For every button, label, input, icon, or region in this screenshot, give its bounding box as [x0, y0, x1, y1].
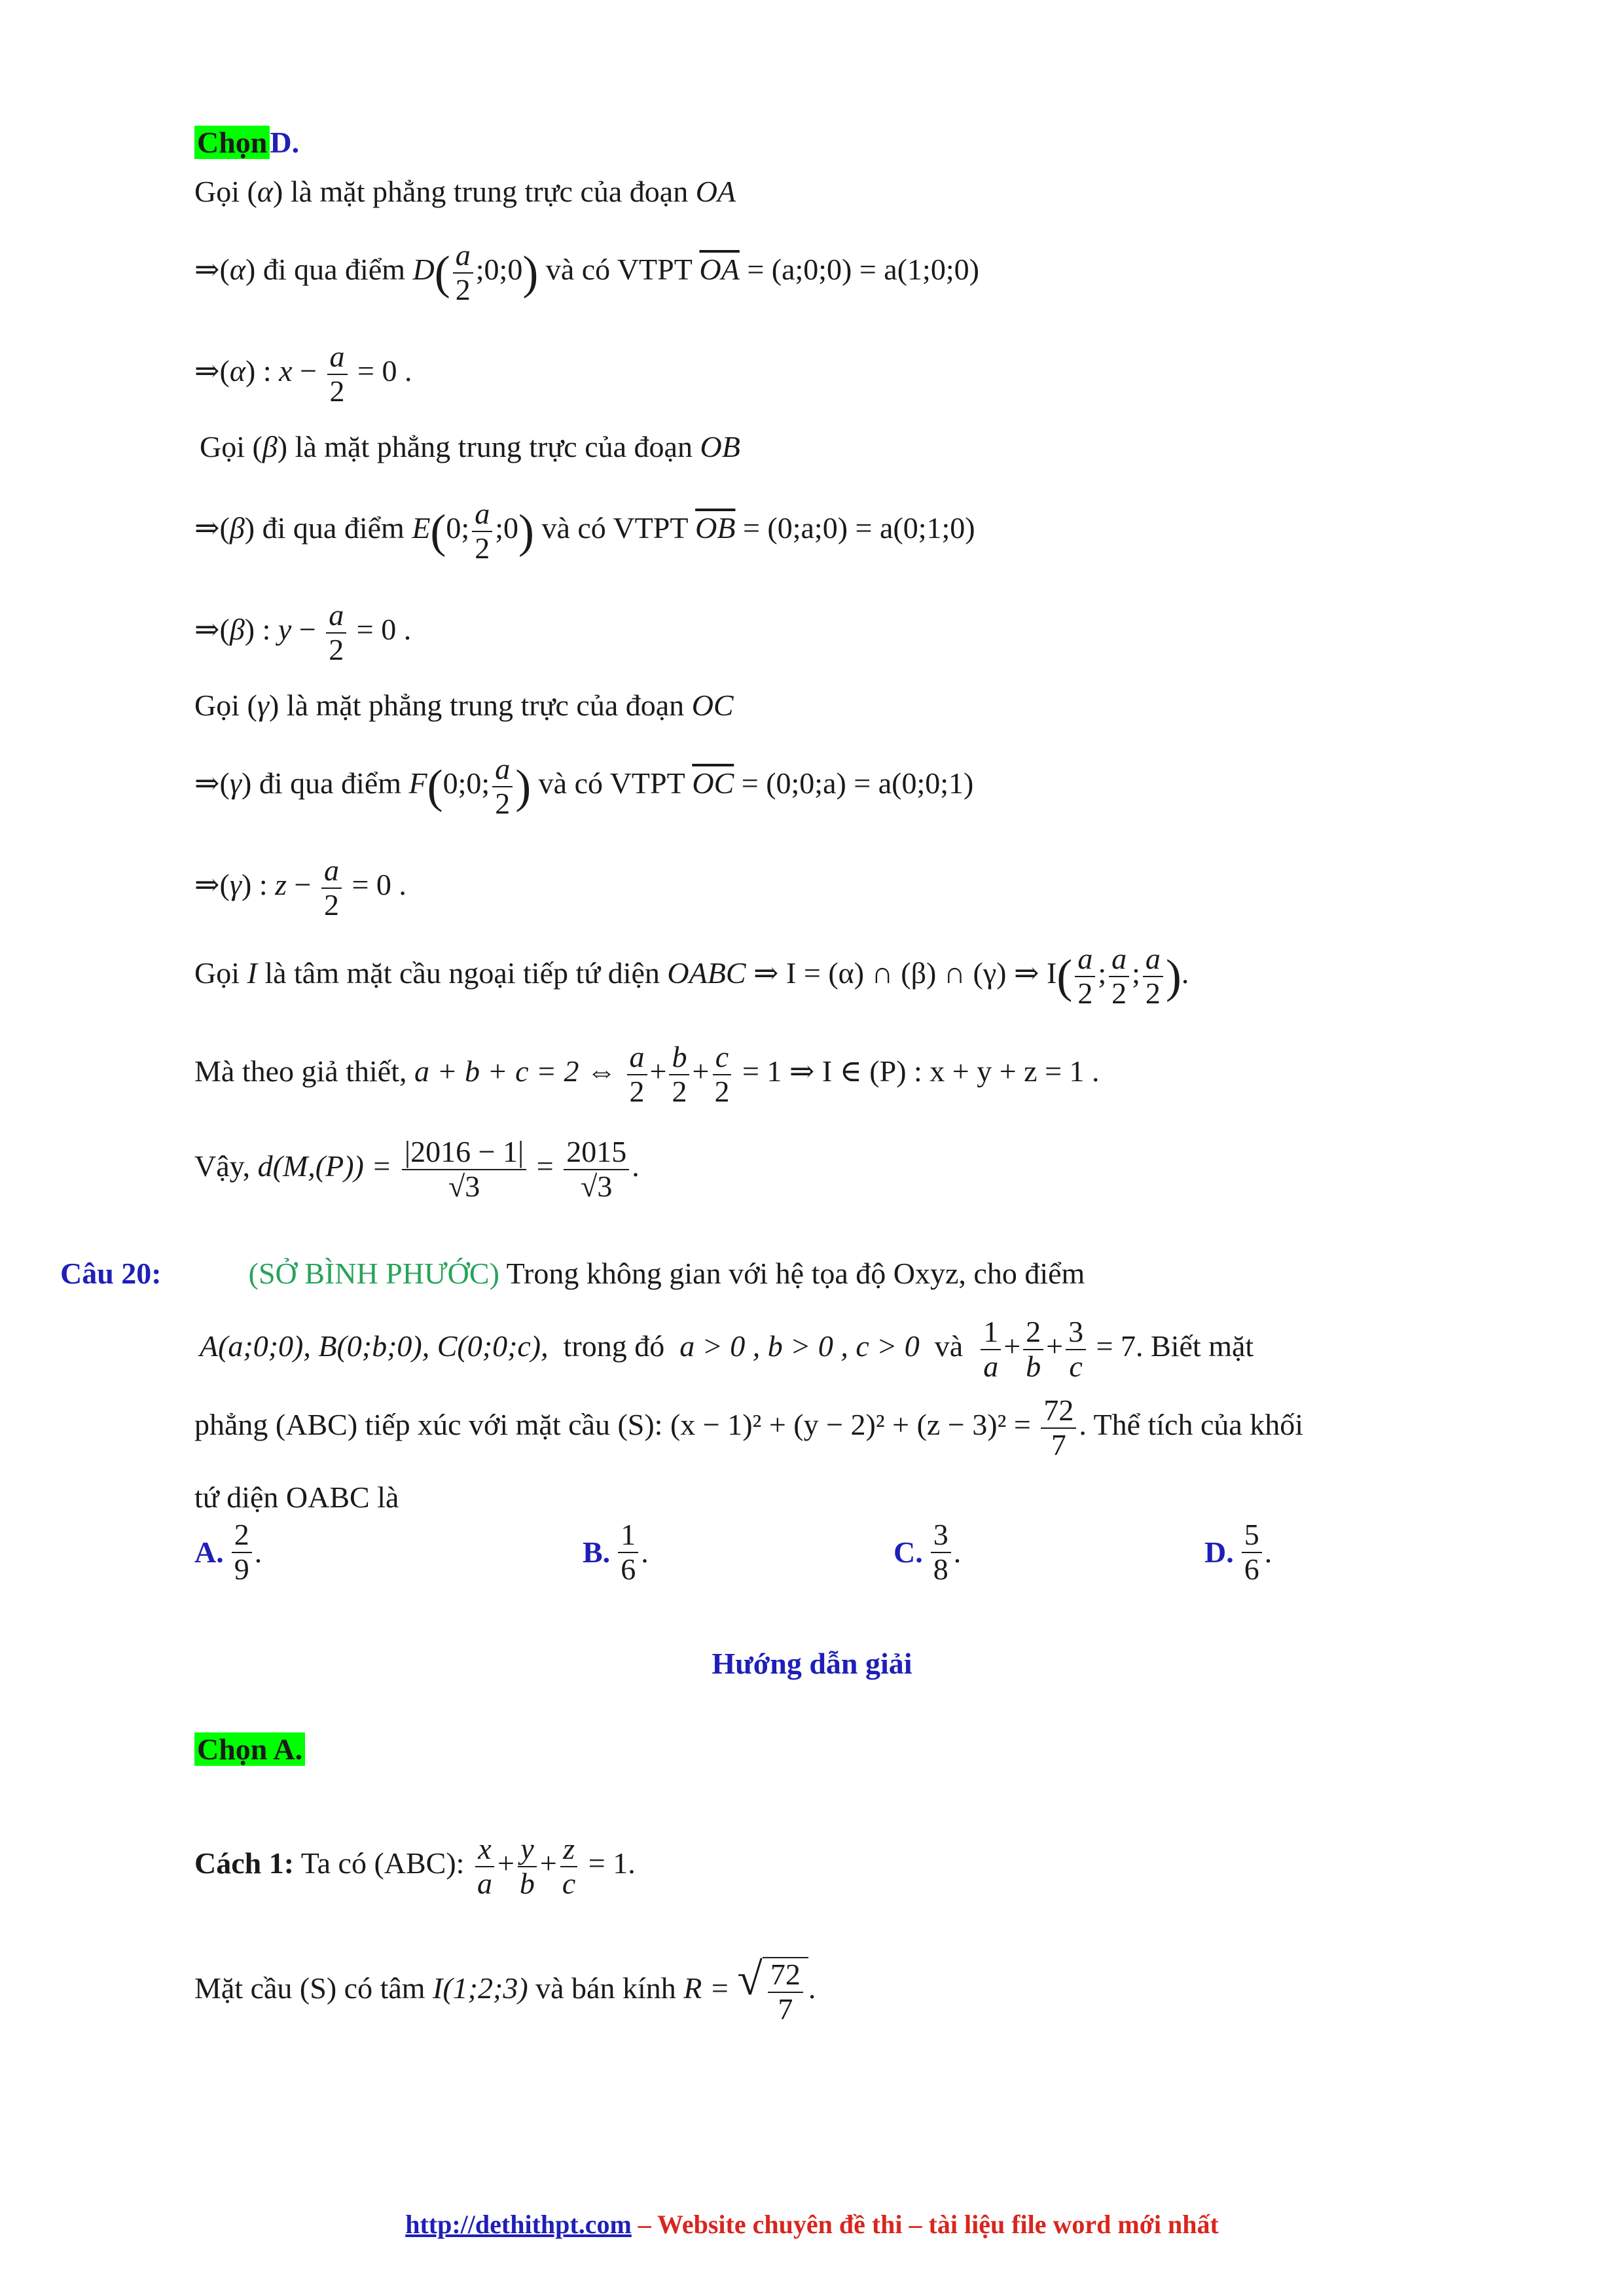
- alpha-pass-b: và có VTPT: [545, 253, 692, 287]
- question-line-2: A(a;0;0), B(0;b;0), C(0;0;c), trong đó a > 0 , b > 0 , c > 0 và $\frac{1}{a}$ + $\frac{2}{b}$ + $\frac{3}{c}$ = 7. Biết mặt: [200, 1315, 1254, 1383]
- beta-point: E: [412, 511, 431, 545]
- beta-equation: ⇒(β) : y − $\frac{a}{2}$ = 0 .: [194, 598, 412, 666]
- gamma-point: F: [408, 766, 427, 800]
- given-expression: a + b + c = 2 ⇔: [414, 1054, 617, 1088]
- center-line-a: Gọi: [194, 956, 240, 990]
- distance-root-1: 3: [465, 1169, 480, 1203]
- beta-pass-b: và có VTPT: [541, 511, 688, 545]
- method-line: Cách 1: Ta có (ABC): $\frac{x}{a}$ + $\frac{y}{b}$ + $\frac{z}{c}$ = 1.: [194, 1832, 636, 1900]
- footer-link[interactable]: http://dethithpt.com: [405, 2210, 632, 2239]
- gamma-intro: Gọi (γ) là mặt phẳng trung trực của đoạn OC: [194, 689, 734, 722]
- alpha-intro: Gọi (α) là mặt phẳng trung trực của đoạn OA: [194, 175, 736, 208]
- question-line-4: [194, 1479, 399, 1515]
- gamma-symbol-2: γ: [229, 766, 242, 800]
- question-eq-tail: = 7. Biết mặt: [1096, 1329, 1254, 1363]
- alpha-point: D: [412, 253, 435, 287]
- option-a-num: 2: [232, 1518, 252, 1553]
- gamma-segment: OC: [691, 689, 734, 722]
- sphere-text-a: Mặt cầu (S) có tâm: [194, 1971, 425, 2005]
- distance-numerator: |2016 − 1|: [402, 1136, 526, 1170]
- method-label: Cách 1:: [194, 1846, 295, 1880]
- beta-symbol-2: β: [229, 511, 245, 545]
- option-c-den: 8: [933, 1552, 948, 1586]
- beta-intro-a: Gọi: [200, 430, 245, 463]
- alpha-symbol-2: α: [229, 253, 246, 287]
- option-b[interactable]: B. $\frac{1}{6}$ .: [583, 1518, 649, 1586]
- gamma-eq-var: z: [275, 868, 287, 902]
- sphere-radius-num: 72: [1041, 1394, 1076, 1429]
- gamma-vector-value: = (0;0;a) = a(0;0;1): [741, 766, 974, 800]
- alpha-intro-b: là mặt phẳng trung trực của đoạn: [290, 175, 689, 208]
- option-a-label: A.: [194, 1535, 224, 1570]
- conclude-a: Vậy,: [194, 1149, 251, 1183]
- guide-choose: [194, 1731, 305, 1767]
- alpha-vector-value: = (a;0;0) = a(1;0;0): [747, 253, 979, 287]
- beta-symbol: β: [262, 430, 278, 463]
- question-line-3: [194, 1394, 1303, 1462]
- question-line-4-text: tứ diện OABC là: [194, 1480, 399, 1514]
- radius-num: 72: [768, 1958, 803, 1993]
- gamma-pass: ⇒(γ) đi qua điểm F(0;0; $\frac{a}{2}$ ) và có VTPT $\overline{OC}$ = (0;0;a) = a(0;0;1): [194, 752, 974, 820]
- gamma-symbol: γ: [257, 689, 269, 722]
- footer: [0, 2209, 1624, 2240]
- guide-choose-label: Chọn A.: [194, 1732, 305, 1766]
- question-conditions: a > 0 , b > 0 , c > 0: [679, 1329, 920, 1363]
- gamma-intro-b: là mặt phẳng trung trực của đoạn: [286, 689, 685, 722]
- gamma-vector: $\overline{OC}$: [692, 766, 734, 800]
- alpha-pass: ⇒(α) đi qua điểm D( $\frac{a}{2}$ ;0;0) và có VTPT $\overline{OA}$ = (a;0;0) = a(1;0;0): [194, 238, 979, 306]
- option-d-num: 5: [1242, 1518, 1262, 1553]
- beta-pass-a: đi qua điểm: [262, 511, 405, 545]
- gamma-pass-b: và có VTPT: [538, 766, 685, 800]
- alpha-symbol: α: [257, 175, 273, 208]
- sphere-line: Mặt cầu (S) có tâm I(1;2;3) và bán kính R = √ $\frac{72}{7}$ .: [194, 1954, 816, 2026]
- sphere-center: I(1;2;3): [433, 1971, 528, 2005]
- option-d-label: D.: [1204, 1535, 1234, 1570]
- center-line: Gọi I là tâm mặt cầu ngoại tiếp tứ diện OABC ⇒ I = (α) ∩ (β) ∩ (γ) ⇒ I( $\frac{a}{2}$ ; $\frac{a}{2}$ ; $\frac{a}{2}$ ).: [194, 942, 1189, 1010]
- guide-title-text: Hướng dẫn giải: [712, 1647, 912, 1680]
- given-tail: = 1 ⇒ I ∈ (P) : x + y + z = 1 .: [742, 1054, 1100, 1088]
- conclude-line: Vậy, d(M,(P)) = $\frac{|2016 - 1|}{√3}$ = $\frac{2015}{√3}$ .: [194, 1135, 640, 1203]
- choose-d-line: [194, 124, 299, 160]
- conclude-expression: d(M,(P)) =: [257, 1149, 392, 1183]
- gamma-pass-a: đi qua điểm: [259, 766, 402, 800]
- beta-pass: ⇒(β) đi qua điểm E(0; $\frac{a}{2}$ ;0) và có VTPT $\overline{OB}$ = (0;a;0) = a(0;1;0): [194, 497, 975, 565]
- beta-eq-var: y: [278, 613, 292, 647]
- sphere-radius-den: 7: [1051, 1427, 1066, 1462]
- sphere-text-b: và bán kính: [535, 1971, 676, 2005]
- distance-root-2: 3: [597, 1169, 613, 1203]
- gamma-intro-a: Gọi: [194, 689, 240, 722]
- alpha-intro-a: Gọi: [194, 175, 240, 208]
- question-line-3a: phẳng (ABC) tiếp xúc với mặt cầu (S): (x − 1)² + (y − 2)² + (z − 3)² =: [194, 1408, 1031, 1442]
- option-d-den: 6: [1244, 1552, 1259, 1586]
- guide-title: [0, 1646, 1624, 1681]
- alpha-eq-var: x: [279, 354, 293, 388]
- choose-letter: D.: [270, 126, 300, 159]
- question-points: A(a;0;0), B(0;b;0), C(0;0;c),: [200, 1329, 549, 1363]
- question-label: Câu 20:: [60, 1257, 162, 1290]
- given-a: Mà theo giả thiết,: [194, 1054, 407, 1088]
- radius-den: 7: [778, 1992, 793, 2026]
- option-b-num: 1: [618, 1518, 638, 1553]
- center-expression: ⇒ I = (α) ∩ (β) ∩ (γ) ⇒ I: [753, 956, 1057, 990]
- gamma-equation: ⇒(γ) : z − $\frac{a}{2}$ = 0 .: [194, 853, 406, 922]
- alpha-equation: ⇒(α) : x − $\frac{a}{2}$ = 0 .: [194, 340, 412, 408]
- alpha-pass-a: đi qua điểm: [262, 253, 406, 287]
- tetrahedron-name: OABC: [667, 956, 746, 990]
- footer-text: – Website chuyên đề thi – tài liệu file word mới nhất: [631, 2210, 1219, 2239]
- option-c-label: C.: [893, 1535, 923, 1570]
- beta-intro-b: là mặt phẳng trung trực của đoạn: [295, 430, 693, 463]
- center-line-b: là tâm mặt cầu ngoại tiếp tứ diện: [264, 956, 660, 990]
- beta-intro: Gọi (β) là mặt phẳng trung trực của đoạn OB: [200, 430, 740, 463]
- beta-segment: OB: [700, 430, 740, 463]
- option-b-den: 6: [621, 1552, 636, 1586]
- choose-label: Chọn: [194, 126, 270, 159]
- method-tail: = 1.: [588, 1846, 636, 1880]
- given-line: Mà theo giả thiết, a + b + c = 2 ⇔ $\frac{a}{2}$ + $\frac{b}{2}$ + $\frac{c}{2}$ = 1 ⇒ I ∈ (P) : x + y + z = 1 .: [194, 1040, 1100, 1108]
- question-and: và: [934, 1329, 964, 1363]
- option-a-den: 9: [234, 1552, 249, 1586]
- question-source: (SỞ BÌNH PHƯỚC): [248, 1257, 499, 1290]
- question-text-1: Trong không gian với hệ tọa độ Oxyz, cho điểm: [506, 1257, 1085, 1290]
- option-a[interactable]: A. $\frac{2}{9}$ .: [194, 1518, 262, 1586]
- beta-vector: $\overline{OB}$: [695, 511, 736, 545]
- option-c[interactable]: C. $\frac{3}{8}$ .: [893, 1518, 962, 1586]
- question-line-3b: . Thể tích của khối: [1079, 1408, 1304, 1442]
- beta-vector-value: = (0;a;0) = a(0;1;0): [742, 511, 975, 545]
- option-b-label: B.: [583, 1535, 611, 1570]
- option-c-num: 3: [931, 1518, 951, 1553]
- alpha-segment: OA: [695, 175, 736, 208]
- option-d[interactable]: D. $\frac{5}{6}$ .: [1204, 1518, 1272, 1586]
- radius-lhs: R =: [683, 1971, 730, 2005]
- question-line-1: [60, 1255, 1085, 1291]
- distance-result-numerator: 2015: [564, 1136, 629, 1170]
- question-where: trong đó: [563, 1329, 665, 1363]
- alpha-vector: $\overline{OA}$: [699, 253, 740, 287]
- method-text: Ta có (ABC):: [300, 1846, 465, 1880]
